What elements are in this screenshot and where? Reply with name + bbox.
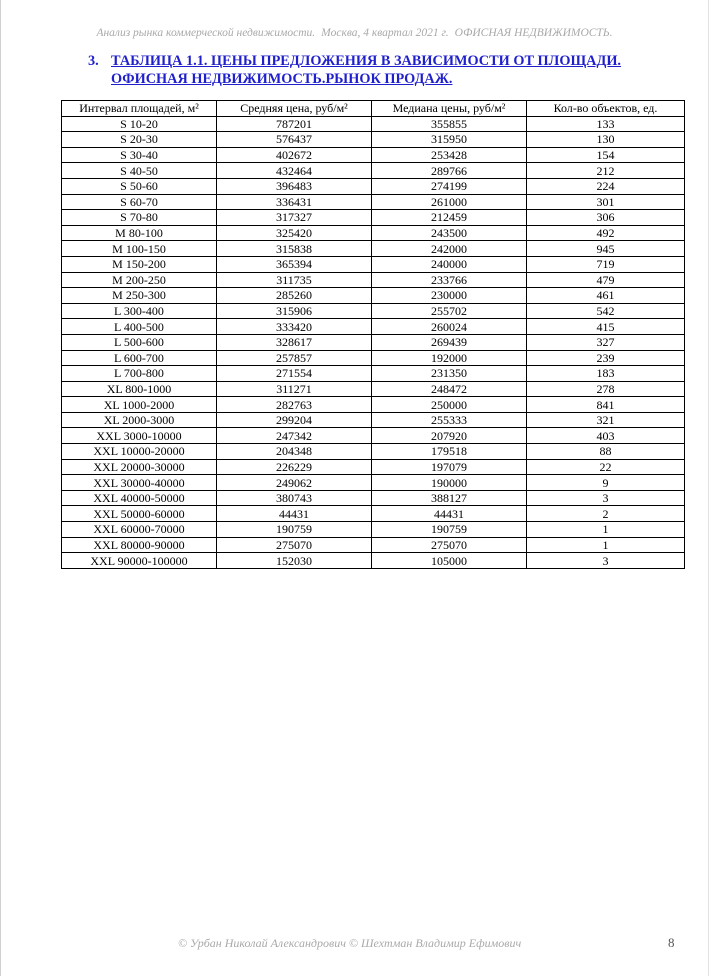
cell-object-count: 301 (527, 194, 685, 210)
column-header-median-price: Медиана цены, руб/м² (372, 101, 527, 117)
price-by-area-table (61, 100, 685, 569)
section-number: 3. (88, 53, 99, 69)
cell-object-count: 3 (527, 490, 685, 506)
cell-area-interval: L 500-600 (62, 334, 217, 350)
table-row (62, 319, 685, 335)
cell-average-price: 275070 (217, 537, 372, 553)
cell-median-price: 231350 (372, 366, 527, 382)
cell-area-interval: S 30-40 (62, 147, 217, 163)
cell-area-interval: XXL 60000-70000 (62, 522, 217, 538)
cell-median-price: 179518 (372, 444, 527, 460)
table-row (62, 506, 685, 522)
cell-area-interval: S 60-70 (62, 194, 217, 210)
cell-object-count: 278 (527, 381, 685, 397)
cell-average-price: 257857 (217, 350, 372, 366)
cell-area-interval: L 400-500 (62, 319, 217, 335)
cell-average-price: 336431 (217, 194, 372, 210)
cell-median-price: 253428 (372, 147, 527, 163)
table-row (62, 194, 685, 210)
cell-object-count: 22 (527, 459, 685, 475)
table-row (62, 459, 685, 475)
cell-average-price: 380743 (217, 490, 372, 506)
section-title-line-2: ОФИСНАЯ НЕДВИЖИМОСТЬ.РЫНОК ПРОДАЖ. (111, 71, 453, 87)
cell-median-price: 315950 (372, 132, 527, 148)
cell-average-price: 396483 (217, 178, 372, 194)
cell-average-price: 44431 (217, 506, 372, 522)
cell-average-price: 315906 (217, 303, 372, 319)
cell-area-interval: XXL 50000-60000 (62, 506, 217, 522)
cell-median-price: 207920 (372, 428, 527, 444)
cell-median-price: 233766 (372, 272, 527, 288)
cell-area-interval: XXL 10000-20000 (62, 444, 217, 460)
cell-area-interval: XXL 80000-90000 (62, 537, 217, 553)
cell-median-price: 192000 (372, 350, 527, 366)
section-title-line-1: ТАБЛИЦА 1.1. ЦЕНЫ ПРЕДЛОЖЕНИЯ В ЗАВИСИМОСТИ ОТ ПЛОЩАДИ. (111, 53, 622, 69)
cell-object-count: 1 (527, 522, 685, 538)
table-row (62, 272, 685, 288)
cell-median-price: 105000 (372, 553, 527, 569)
table-row (62, 210, 685, 226)
cell-average-price: 311271 (217, 381, 372, 397)
cell-area-interval: M 200-250 (62, 272, 217, 288)
cell-object-count: 321 (527, 412, 685, 428)
cell-median-price: 250000 (372, 397, 527, 413)
table-body (62, 116, 685, 568)
cell-average-price: 282763 (217, 397, 372, 413)
table-row (62, 553, 685, 569)
table-row (62, 428, 685, 444)
table-header (62, 101, 685, 117)
cell-object-count: 1 (527, 537, 685, 553)
cell-object-count: 719 (527, 256, 685, 272)
cell-object-count: 224 (527, 178, 685, 194)
table-row (62, 225, 685, 241)
table-row (62, 256, 685, 272)
cell-area-interval: XXL 40000-50000 (62, 490, 217, 506)
cell-average-price: 299204 (217, 412, 372, 428)
table-row (62, 381, 685, 397)
cell-median-price: 242000 (372, 241, 527, 257)
cell-median-price: 269439 (372, 334, 527, 350)
cell-median-price: 261000 (372, 194, 527, 210)
cell-average-price: 247342 (217, 428, 372, 444)
cell-average-price: 249062 (217, 475, 372, 491)
cell-average-price: 365394 (217, 256, 372, 272)
cell-median-price: 190000 (372, 475, 527, 491)
cell-median-price: 255702 (372, 303, 527, 319)
cell-area-interval: L 600-700 (62, 350, 217, 366)
cell-object-count: 183 (527, 366, 685, 382)
cell-average-price: 576437 (217, 132, 372, 148)
cell-median-price: 197079 (372, 459, 527, 475)
cell-area-interval: XXL 90000-100000 (62, 553, 217, 569)
cell-area-interval: XL 1000-2000 (62, 397, 217, 413)
cell-area-interval: XXL 20000-30000 (62, 459, 217, 475)
table-row (62, 522, 685, 538)
table-row (62, 132, 685, 148)
cell-median-price: 355855 (372, 116, 527, 132)
cell-median-price: 240000 (372, 256, 527, 272)
table-row (62, 334, 685, 350)
cell-object-count: 239 (527, 350, 685, 366)
cell-area-interval: M 250-300 (62, 288, 217, 304)
cell-average-price: 152030 (217, 553, 372, 569)
cell-area-interval: L 300-400 (62, 303, 217, 319)
cell-median-price: 388127 (372, 490, 527, 506)
cell-object-count: 212 (527, 163, 685, 179)
cell-average-price: 190759 (217, 522, 372, 538)
cell-average-price: 432464 (217, 163, 372, 179)
section-heading (88, 52, 678, 88)
cell-average-price: 311735 (217, 272, 372, 288)
table-row (62, 537, 685, 553)
cell-median-price: 44431 (372, 506, 527, 522)
cell-median-price: 243500 (372, 225, 527, 241)
running-header (0, 27, 709, 39)
cell-object-count: 327 (527, 334, 685, 350)
cell-object-count: 542 (527, 303, 685, 319)
table-row (62, 178, 685, 194)
cell-average-price: 787201 (217, 116, 372, 132)
cell-object-count: 88 (527, 444, 685, 460)
cell-object-count: 133 (527, 116, 685, 132)
footer-copyright: © Урбан Николай Александрович © Шехтман Владимир Ефимович (178, 936, 522, 950)
cell-area-interval: S 50-60 (62, 178, 217, 194)
cell-median-price: 255333 (372, 412, 527, 428)
cell-average-price: 226229 (217, 459, 372, 475)
table-row (62, 288, 685, 304)
header-report-title: Анализ рынка коммерческой недвижимости. (96, 27, 316, 39)
table-row (62, 444, 685, 460)
column-header-average-price: Средняя цена, руб/м² (217, 101, 372, 117)
cell-area-interval: S 10-20 (62, 116, 217, 132)
cell-area-interval: M 80-100 (62, 225, 217, 241)
cell-area-interval: XL 2000-3000 (62, 412, 217, 428)
cell-area-interval: S 20-30 (62, 132, 217, 148)
cell-object-count: 154 (527, 147, 685, 163)
table-row (62, 397, 685, 413)
table-row (62, 163, 685, 179)
cell-average-price: 325420 (217, 225, 372, 241)
cell-object-count: 479 (527, 272, 685, 288)
cell-average-price: 402672 (217, 147, 372, 163)
table-row (62, 350, 685, 366)
page-left-edge (0, 0, 1, 976)
cell-median-price: 212459 (372, 210, 527, 226)
table-row (62, 366, 685, 382)
column-header-area-interval: Интервал площадей, м² (62, 101, 217, 117)
cell-average-price: 328617 (217, 334, 372, 350)
cell-area-interval: XXL 30000-40000 (62, 475, 217, 491)
cell-average-price: 204348 (217, 444, 372, 460)
table-header-row (62, 101, 685, 117)
cell-object-count: 3 (527, 553, 685, 569)
cell-median-price: 248472 (372, 381, 527, 397)
header-location-period: Москва, 4 квартал 2021 г. (321, 27, 449, 39)
cell-median-price: 275070 (372, 537, 527, 553)
cell-object-count: 9 (527, 475, 685, 491)
header-segment: ОФИСНАЯ НЕДВИЖИМОСТЬ. (454, 27, 613, 39)
cell-median-price: 274199 (372, 178, 527, 194)
cell-area-interval: XXL 3000-10000 (62, 428, 217, 444)
cell-median-price: 260024 (372, 319, 527, 335)
table-row (62, 303, 685, 319)
table-row (62, 475, 685, 491)
cell-average-price: 285260 (217, 288, 372, 304)
cell-object-count: 461 (527, 288, 685, 304)
cell-area-interval: S 70-80 (62, 210, 217, 226)
cell-object-count: 841 (527, 397, 685, 413)
cell-median-price: 289766 (372, 163, 527, 179)
cell-object-count: 2 (527, 506, 685, 522)
cell-object-count: 403 (527, 428, 685, 444)
cell-average-price: 333420 (217, 319, 372, 335)
cell-object-count: 306 (527, 210, 685, 226)
cell-area-interval: M 150-200 (62, 256, 217, 272)
table-row (62, 412, 685, 428)
cell-average-price: 271554 (217, 366, 372, 382)
cell-area-interval: XL 800-1000 (62, 381, 217, 397)
table-row (62, 490, 685, 506)
cell-area-interval: M 100-150 (62, 241, 217, 257)
table-row (62, 147, 685, 163)
cell-median-price: 190759 (372, 522, 527, 538)
cell-area-interval: S 40-50 (62, 163, 217, 179)
cell-average-price: 315838 (217, 241, 372, 257)
table-row (62, 241, 685, 257)
cell-average-price: 317327 (217, 210, 372, 226)
cell-object-count: 415 (527, 319, 685, 335)
cell-object-count: 945 (527, 241, 685, 257)
cell-object-count: 492 (527, 225, 685, 241)
page-number: 8 (668, 935, 675, 950)
cell-median-price: 230000 (372, 288, 527, 304)
cell-object-count: 130 (527, 132, 685, 148)
cell-area-interval: L 700-800 (62, 366, 217, 382)
column-header-object-count: Кол-во объектов, ед. (527, 101, 685, 117)
table-row (62, 116, 685, 132)
